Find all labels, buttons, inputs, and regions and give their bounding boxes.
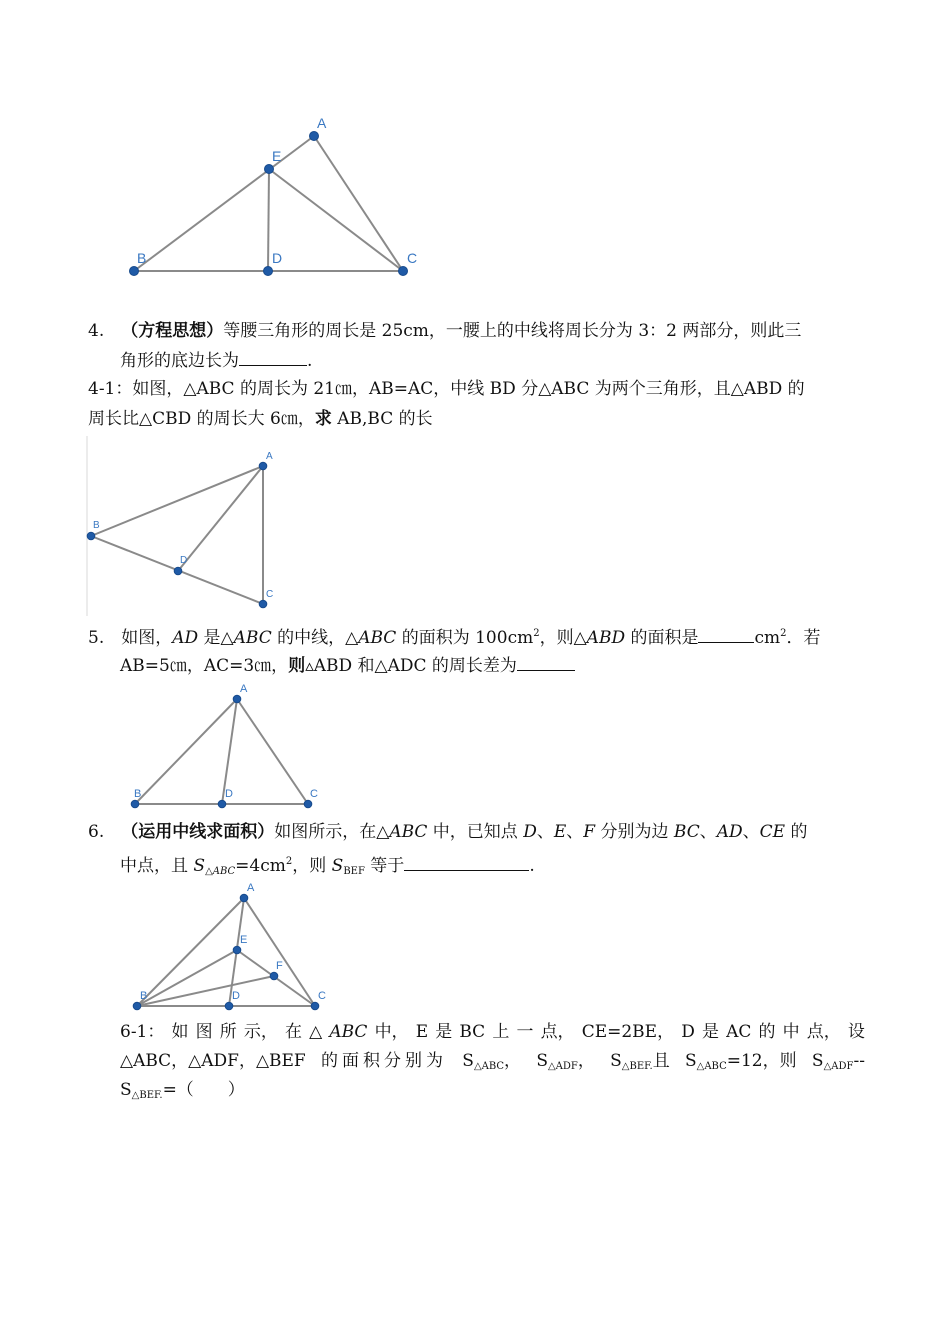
figure-triangle-abc-ad xyxy=(120,680,335,810)
q61-s: S xyxy=(610,1051,622,1071)
segment-ac xyxy=(237,699,308,804)
q61-s-bef xyxy=(610,1051,670,1077)
point-c xyxy=(304,800,312,808)
q61-s-abc xyxy=(462,1051,521,1077)
point-e xyxy=(265,165,274,174)
segment-ac xyxy=(314,136,403,271)
q6-sep: 、 xyxy=(566,822,584,842)
label-d: D xyxy=(180,555,188,566)
q5-text: ▵ABD 和△ADC 的周长差为 xyxy=(305,656,517,676)
q4-text-2: 角形的底边长为 xyxy=(120,351,239,371)
q61-word: BC xyxy=(459,1022,486,1042)
q61-word: AC xyxy=(726,1022,752,1042)
q6-text: 中点，且 xyxy=(120,856,194,876)
label-f: F xyxy=(276,960,283,972)
q6-sub: △ABC xyxy=(205,866,236,877)
point-a xyxy=(240,894,248,902)
q61-word: 一 xyxy=(516,1022,534,1042)
figure-triangle-abc-bd xyxy=(80,445,290,615)
label-b: B xyxy=(134,788,142,800)
point-d xyxy=(174,567,182,575)
q5-text: ，则△ xyxy=(539,628,587,648)
segment-ed xyxy=(268,169,269,271)
q5-text: AB=5㎝，AC=3㎝， xyxy=(120,656,289,676)
q41-text-2: 周长比△CBD 的周长大 6㎝， xyxy=(88,409,315,429)
label-d: D xyxy=(272,250,283,266)
q5-text: cm xyxy=(754,628,781,648)
q61-text: △ABC，△ADF，△BEF xyxy=(120,1051,306,1071)
answer-blank[interactable] xyxy=(517,655,575,671)
q6-bc: BC xyxy=(673,822,700,842)
q4-text-1: 等腰三角形的周长是 25cm，一腰上的中线将周长分为 3：2 两部分，则此三 xyxy=(223,321,802,341)
q5-text: 是△ xyxy=(198,628,234,648)
label-a: A xyxy=(266,451,273,462)
point-c xyxy=(311,1002,319,1010)
q61-word: CE=2BE， xyxy=(581,1022,675,1042)
q6-d: D xyxy=(523,822,537,842)
q6-text: 的 xyxy=(785,822,808,842)
q6-sep: 、 xyxy=(699,822,717,842)
q61-word: 示， xyxy=(243,1022,278,1042)
q6-abc: ABC xyxy=(389,822,428,842)
q5-text: ．若 xyxy=(786,628,821,648)
label-e: E xyxy=(240,934,248,946)
q5-abc: ABC xyxy=(233,628,272,648)
q61-line-2 xyxy=(120,1051,865,1077)
q61-word: 上 xyxy=(492,1022,510,1042)
q6-s: S xyxy=(331,856,344,876)
segment-ab xyxy=(91,466,263,536)
q61-sub: △ADF xyxy=(823,1061,854,1072)
segment-ac xyxy=(244,898,315,1006)
label-c: C xyxy=(407,250,418,266)
q41-bold: 求 xyxy=(314,409,332,429)
point-f xyxy=(270,972,278,980)
segment-ab xyxy=(134,136,314,271)
label-a: A xyxy=(240,683,248,695)
q6-text: =4cm xyxy=(235,856,286,876)
point-b xyxy=(87,532,95,540)
q61-s: S xyxy=(811,1051,824,1071)
q61-word: △ xyxy=(309,1022,323,1042)
label-d: D xyxy=(232,990,240,1002)
segment-be xyxy=(137,950,237,1006)
segment-ab xyxy=(137,898,244,1006)
q5-number: 5. xyxy=(88,628,105,648)
point-d xyxy=(225,1002,233,1010)
q61-sub: △BEF. xyxy=(131,1090,163,1101)
q6-f: F xyxy=(583,822,596,842)
q61-s-adf-minus xyxy=(812,1051,865,1077)
label-d: D xyxy=(225,788,233,800)
q61-s-abc-eq xyxy=(685,1051,797,1077)
q61-s-adf xyxy=(536,1051,595,1077)
point-c xyxy=(399,267,408,276)
answer-blank[interactable] xyxy=(698,627,754,643)
q61-line-3 xyxy=(120,1080,245,1106)
label-e: E xyxy=(272,148,282,164)
q61-text: -- xyxy=(853,1051,865,1071)
q61-word: E xyxy=(415,1022,429,1042)
q5-abd: ABD xyxy=(586,628,626,648)
point-b xyxy=(133,1002,141,1010)
q4-line-1 xyxy=(88,321,801,341)
point-b xyxy=(130,267,139,276)
q5-ad: AD xyxy=(172,628,199,648)
label-b: B xyxy=(93,520,100,531)
q5-abc: ABC xyxy=(358,628,397,648)
point-a xyxy=(233,695,241,703)
q61-text: 且 xyxy=(652,1051,670,1071)
point-d xyxy=(264,267,273,276)
q61-word: 中 xyxy=(782,1022,800,1042)
q61-word: 是 xyxy=(435,1022,453,1042)
label-a: A xyxy=(317,115,327,131)
q5-sup: 2 xyxy=(533,628,540,639)
q4-line-2 xyxy=(120,350,312,371)
point-a xyxy=(310,132,319,141)
q61-word: 所 xyxy=(219,1022,237,1042)
q61-line-1 xyxy=(120,1022,865,1042)
q6-sub: BEF xyxy=(343,866,365,877)
q61-text: =（ ） xyxy=(162,1080,245,1100)
point-e xyxy=(233,946,241,954)
q6-number: 6. xyxy=(88,822,105,842)
q5-sup: 2 xyxy=(780,628,787,639)
q61-word: 设 xyxy=(847,1022,865,1042)
q4-number: 4. xyxy=(88,321,105,341)
answer-blank[interactable] xyxy=(239,350,307,366)
q6-text: 中，已知点 xyxy=(427,822,524,842)
q61-word: ABC xyxy=(329,1022,368,1042)
q6-text: 如图所示，在△ xyxy=(274,822,390,842)
figure-triangle-abc-def xyxy=(120,876,335,1016)
q61-s: S xyxy=(684,1051,697,1071)
q6-sup: 2 xyxy=(285,856,293,867)
q61-text: 的面积分别为 xyxy=(321,1051,447,1071)
q5-text: 的面积为 100cm xyxy=(396,628,534,648)
q61-sub: △ABC xyxy=(696,1061,727,1072)
q61-word: 如 xyxy=(171,1022,189,1042)
label-c: C xyxy=(266,589,274,600)
q61-s: S xyxy=(536,1051,548,1071)
q6-ad: AD xyxy=(716,822,743,842)
q41-line-1: 4-1：如图，△ABC 的周长为 21㎝，AB=AC，中线 BD 分△ABC 为两个三角形，且△ABD 的 xyxy=(88,379,805,399)
q41-text-3: AB,BC 的长 xyxy=(331,409,433,429)
q6-text: ，则 xyxy=(292,856,332,876)
label-b: B xyxy=(137,250,147,266)
q61-word: 6-1： xyxy=(120,1022,165,1042)
point-d xyxy=(218,800,226,808)
q61-word: 是 xyxy=(701,1022,719,1042)
q61-sub: △BEF. xyxy=(621,1061,653,1072)
q61-word: 图 xyxy=(195,1022,213,1042)
q61-sub: △ADF xyxy=(547,1061,578,1072)
q61-word: 在 xyxy=(285,1022,303,1042)
q6-s: S xyxy=(193,856,206,876)
q6-text: 分别为边 xyxy=(595,822,674,842)
q6-text: 等于 xyxy=(364,856,405,876)
label-a: A xyxy=(247,882,255,894)
q61-word: 中， xyxy=(374,1022,409,1042)
q5-bold: 则 xyxy=(288,656,306,676)
q61-word: 点， xyxy=(806,1022,841,1042)
segment-ec xyxy=(269,169,403,271)
q5-line-1 xyxy=(88,624,821,648)
q6-sep: 、 xyxy=(742,822,760,842)
q61-text: =12，则 xyxy=(726,1051,797,1071)
q6-period: . xyxy=(529,856,535,876)
q6-line-1 xyxy=(88,822,807,842)
label-b: B xyxy=(140,990,148,1002)
q6-sep: 、 xyxy=(536,822,554,842)
q61-word: D xyxy=(681,1022,695,1042)
q4-tag: （方程思想） xyxy=(121,321,224,341)
segment-ad xyxy=(178,466,263,571)
point-b xyxy=(131,800,139,808)
q61-sep: ， xyxy=(577,1051,595,1071)
q5-line-2 xyxy=(120,655,575,676)
q61-s: S xyxy=(462,1051,474,1071)
q61-sub: △ABC xyxy=(473,1061,505,1072)
answer-blank[interactable] xyxy=(404,855,529,871)
q4-period: . xyxy=(307,351,313,371)
q61-sep: ， xyxy=(504,1051,522,1071)
label-c: C xyxy=(318,990,326,1002)
segment-ab xyxy=(135,699,237,804)
point-c xyxy=(259,600,267,608)
q41-line-2 xyxy=(88,409,433,429)
q61-word: 点， xyxy=(540,1022,575,1042)
q5-text: 的面积是 xyxy=(625,628,699,648)
q61-word: 的 xyxy=(758,1022,776,1042)
q6-e: E xyxy=(553,822,567,842)
q5-text: 如图， xyxy=(121,628,173,648)
label-c: C xyxy=(310,788,318,800)
segment-bf xyxy=(137,976,274,1006)
q5-text: 的中线，△ xyxy=(271,628,359,648)
point-a xyxy=(259,462,267,470)
figure-triangle-abc-e-d xyxy=(120,110,430,285)
q61-s: S xyxy=(120,1080,132,1100)
q6-tag: （运用中线求面积） xyxy=(121,822,275,842)
q6-ce: CE xyxy=(759,822,786,842)
